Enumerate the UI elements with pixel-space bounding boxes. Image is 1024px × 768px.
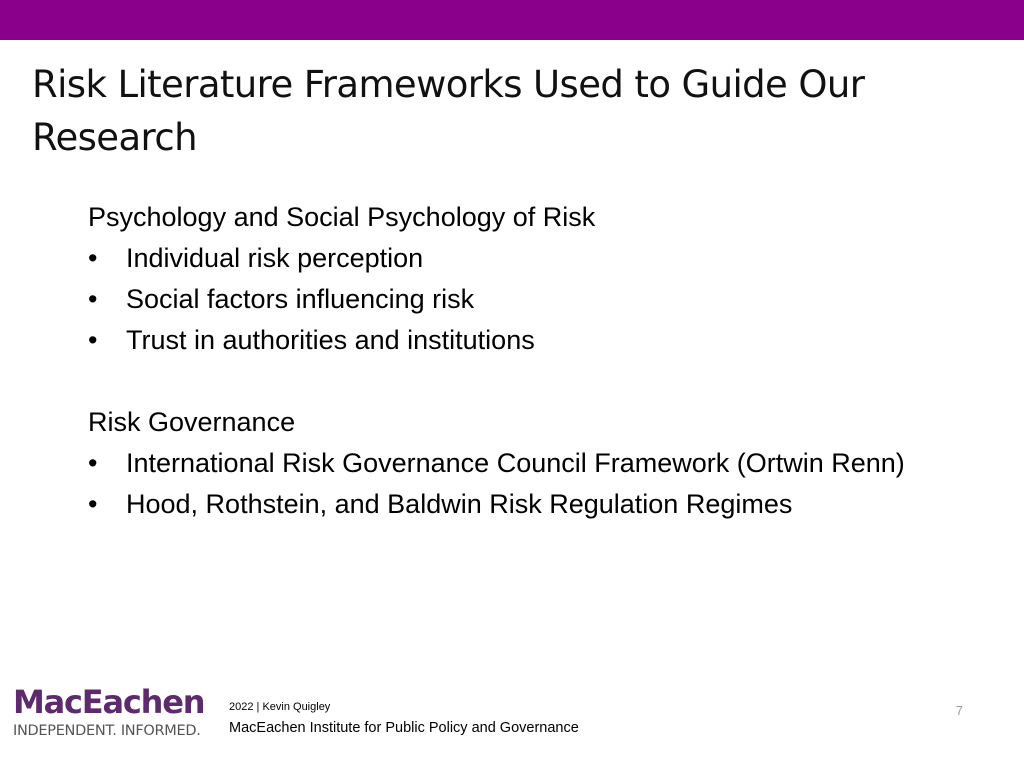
bullet-text: Trust in authorities and institutions: [126, 325, 535, 355]
footer-year-author: 2022 | Kevin Quigley: [229, 701, 331, 713]
bullet-icon: •: [88, 325, 98, 355]
bullet-icon: •: [88, 243, 98, 273]
slide-content: [88, 197, 988, 525]
bullet-item: [88, 443, 988, 484]
section-heading-governance: Risk Governance: [88, 407, 296, 437]
slide-title: Risk Literature Frameworks Used to Guide Our Research: [32, 63, 865, 159]
logo-name: MacEachen: [13, 683, 205, 721]
bullet-icon: •: [88, 448, 98, 478]
maceachen-logo: [13, 684, 218, 742]
section-spacer: [88, 361, 988, 402]
bullet-item: [88, 279, 988, 320]
logo-tagline: INDEPENDENT. INFORMED.: [13, 723, 201, 739]
section-heading-psychology: Psychology and Social Psychology of Risk: [88, 202, 596, 232]
bullet-text: International Risk Governance Council Framework (Ortwin Renn): [126, 448, 905, 478]
bullet-icon: •: [88, 489, 98, 519]
bullet-item: [88, 484, 988, 525]
bullet-text: Hood, Rothstein, and Baldwin Risk Regulation Regimes: [126, 489, 793, 519]
bullet-icon: •: [88, 284, 98, 314]
slide-number: 7: [955, 703, 963, 718]
bullet-list-governance: [88, 443, 988, 525]
bullet-text: Social factors influencing risk: [126, 284, 475, 314]
footer-organization: MacEachen Institute for Public Policy and Governance: [229, 720, 579, 736]
bullet-item: [88, 320, 988, 361]
bullet-text: Individual risk perception: [126, 243, 424, 273]
top-accent-bar: [0, 0, 1024, 40]
bullet-list-psychology: [88, 238, 988, 361]
bullet-item: [88, 238, 988, 279]
